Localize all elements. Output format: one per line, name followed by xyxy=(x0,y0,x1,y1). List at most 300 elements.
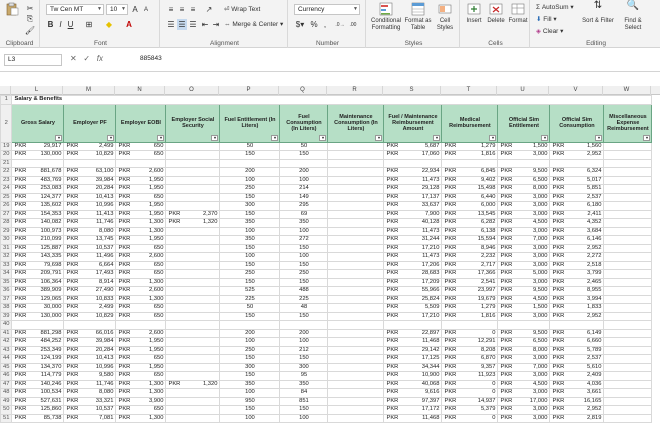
row-number[interactable]: 46 xyxy=(1,372,12,381)
table-cell[interactable] xyxy=(12,397,64,406)
format-button[interactable] xyxy=(507,2,529,25)
table-cell[interactable] xyxy=(550,159,604,168)
table-cell[interactable] xyxy=(550,261,604,270)
table-cell[interactable] xyxy=(442,380,498,389)
table-cell[interactable] xyxy=(280,159,328,168)
column-header-m[interactable]: M xyxy=(63,86,115,95)
currency-icon[interactable]: $▾ xyxy=(295,20,305,29)
table-cell[interactable] xyxy=(550,270,604,279)
font-size-select[interactable] xyxy=(106,4,128,15)
filter-arrow-icon[interactable]: ▾ xyxy=(643,135,650,141)
decrease-indent-icon[interactable]: ⇤ xyxy=(201,20,209,29)
table-cell[interactable] xyxy=(550,193,604,202)
autosum-button[interactable]: Σ AutoSum ▾ xyxy=(536,4,574,11)
italic-button[interactable]: I xyxy=(59,20,62,29)
row-number[interactable]: 34 xyxy=(1,270,12,279)
row-number[interactable]: 37 xyxy=(1,295,12,304)
table-cell[interactable] xyxy=(12,270,64,279)
table-cell[interactable] xyxy=(64,321,116,330)
table-cell[interactable]: 250 xyxy=(220,185,280,194)
table-cell[interactable]: 225 xyxy=(280,295,328,304)
table-cell[interactable] xyxy=(116,406,166,415)
table-cell[interactable] xyxy=(12,253,64,262)
table-cell[interactable] xyxy=(384,253,442,262)
table-cell[interactable] xyxy=(498,142,550,151)
table-cell[interactable]: 50 xyxy=(220,142,280,151)
table-cell[interactable] xyxy=(442,270,498,279)
table-cell[interactable] xyxy=(442,236,498,245)
table-cell[interactable] xyxy=(166,380,220,389)
table-cell[interactable] xyxy=(384,312,442,321)
table-cell[interactable] xyxy=(64,176,116,185)
table-cell[interactable] xyxy=(166,321,220,330)
table-cell[interactable] xyxy=(328,253,384,262)
table-cell[interactable]: 150 xyxy=(220,355,280,364)
table-cell[interactable] xyxy=(550,304,604,313)
table-cell[interactable]: 272 xyxy=(280,236,328,245)
row-number[interactable]: 25 xyxy=(1,193,12,202)
format-as-table-button[interactable] xyxy=(404,2,432,32)
table-cell[interactable] xyxy=(604,372,652,381)
table-cell[interactable]: 300 xyxy=(220,202,280,211)
table-cell[interactable] xyxy=(604,312,652,321)
table-cell[interactable] xyxy=(12,176,64,185)
table-cell[interactable]: 350 xyxy=(280,380,328,389)
table-cell[interactable] xyxy=(64,202,116,211)
column-header-cell[interactable] xyxy=(442,104,498,142)
table-cell[interactable] xyxy=(550,295,604,304)
table-cell[interactable] xyxy=(12,287,64,296)
table-cell[interactable] xyxy=(116,142,166,151)
row-number[interactable]: 45 xyxy=(1,363,12,372)
table-cell[interactable] xyxy=(384,142,442,151)
table-cell[interactable]: 350 xyxy=(220,219,280,228)
table-cell[interactable]: 350 xyxy=(280,219,328,228)
grow-font-icon[interactable]: A xyxy=(132,5,138,14)
table-cell[interactable] xyxy=(498,210,550,219)
column-header-cell[interactable] xyxy=(604,104,652,142)
column-header-u[interactable]: U xyxy=(497,86,549,95)
table-cell[interactable] xyxy=(116,210,166,219)
table-cell[interactable] xyxy=(64,295,116,304)
table-cell[interactable] xyxy=(384,236,442,245)
table-cell[interactable]: 200 xyxy=(280,329,328,338)
table-cell[interactable] xyxy=(604,142,652,151)
table-cell[interactable]: 150 xyxy=(220,151,280,160)
decrease-decimal-icon[interactable]: .00 xyxy=(349,21,357,28)
fill-button[interactable]: ⬇ Fill ▾ xyxy=(536,16,557,23)
table-cell[interactable] xyxy=(604,210,652,219)
table-cell[interactable] xyxy=(604,414,652,423)
table-cell[interactable] xyxy=(442,287,498,296)
table-cell[interactable]: 150 xyxy=(280,312,328,321)
table-cell[interactable] xyxy=(550,346,604,355)
select-all-corner[interactable] xyxy=(0,86,11,95)
table-cell[interactable] xyxy=(116,338,166,347)
table-cell[interactable] xyxy=(384,380,442,389)
table-cell[interactable] xyxy=(498,338,550,347)
table-cell[interactable] xyxy=(604,202,652,211)
table-cell[interactable] xyxy=(166,295,220,304)
table-cell[interactable] xyxy=(116,227,166,236)
table-cell[interactable] xyxy=(498,414,550,423)
row-number[interactable]: 35 xyxy=(1,278,12,287)
align-bottom-icon[interactable]: ≡ xyxy=(190,4,196,14)
bold-button[interactable]: B xyxy=(47,20,54,29)
increase-indent-icon[interactable]: ⇥ xyxy=(212,20,220,29)
table-cell[interactable] xyxy=(12,321,64,330)
table-cell[interactable] xyxy=(64,253,116,262)
table-cell[interactable] xyxy=(384,278,442,287)
fx-icon[interactable]: fx xyxy=(96,54,103,63)
table-cell[interactable]: 100 xyxy=(280,176,328,185)
column-header-cell[interactable] xyxy=(166,104,220,142)
table-cell[interactable] xyxy=(550,278,604,287)
table-cell[interactable] xyxy=(498,321,550,330)
cell-styles-button[interactable] xyxy=(433,2,457,32)
table-cell[interactable] xyxy=(64,261,116,270)
row-number[interactable]: 29 xyxy=(1,227,12,236)
table-cell[interactable] xyxy=(116,287,166,296)
filter-arrow-icon[interactable]: ▾ xyxy=(107,135,114,141)
table-cell[interactable] xyxy=(604,338,652,347)
table-cell[interactable] xyxy=(64,304,116,313)
table-cell[interactable] xyxy=(116,295,166,304)
table-cell[interactable]: 488 xyxy=(280,287,328,296)
table-cell[interactable]: 851 xyxy=(280,397,328,406)
table-cell[interactable]: 295 xyxy=(280,202,328,211)
table-cell[interactable] xyxy=(328,270,384,279)
table-cell[interactable] xyxy=(328,210,384,219)
table-cell[interactable] xyxy=(64,210,116,219)
table-cell[interactable] xyxy=(498,278,550,287)
table-cell[interactable] xyxy=(116,253,166,262)
table-cell[interactable] xyxy=(550,253,604,262)
table-cell[interactable] xyxy=(116,278,166,287)
table-cell[interactable] xyxy=(550,142,604,151)
row-number[interactable]: 51 xyxy=(1,414,12,423)
table-cell[interactable]: 525 xyxy=(220,287,280,296)
cancel-icon[interactable]: ✕ xyxy=(70,54,77,63)
table-cell[interactable] xyxy=(116,389,166,398)
paste-button[interactable] xyxy=(3,2,21,18)
table-cell[interactable]: 100 xyxy=(220,176,280,185)
table-cell[interactable] xyxy=(12,389,64,398)
table-cell[interactable] xyxy=(442,193,498,202)
table-cell[interactable] xyxy=(64,338,116,347)
table-cell[interactable] xyxy=(12,185,64,194)
table-cell[interactable] xyxy=(384,321,442,330)
table-cell[interactable] xyxy=(328,261,384,270)
table-cell[interactable] xyxy=(328,176,384,185)
table-cell[interactable]: 100 xyxy=(220,227,280,236)
table-cell[interactable]: 150 xyxy=(280,244,328,253)
table-cell[interactable] xyxy=(442,355,498,364)
table-cell[interactable] xyxy=(498,168,550,177)
table-cell[interactable]: 95 xyxy=(280,372,328,381)
table-cell[interactable] xyxy=(328,406,384,415)
table-cell[interactable] xyxy=(328,329,384,338)
table-cell[interactable] xyxy=(498,287,550,296)
table-cell[interactable] xyxy=(64,142,116,151)
table-cell[interactable] xyxy=(442,406,498,415)
table-cell[interactable] xyxy=(604,244,652,253)
table-cell[interactable] xyxy=(166,372,220,381)
table-cell[interactable] xyxy=(220,159,280,168)
table-cell[interactable] xyxy=(498,219,550,228)
orientation-icon[interactable]: ↗ xyxy=(205,4,213,14)
row-number[interactable]: 27 xyxy=(1,210,12,219)
table-cell[interactable] xyxy=(550,236,604,245)
column-header-n[interactable]: N xyxy=(115,86,165,95)
filter-arrow-icon[interactable]: ▾ xyxy=(433,135,440,141)
table-cell[interactable] xyxy=(166,406,220,415)
table-cell[interactable] xyxy=(166,202,220,211)
table-cell[interactable] xyxy=(604,304,652,313)
table-cell[interactable] xyxy=(166,253,220,262)
filter-arrow-icon[interactable]: ▾ xyxy=(55,135,62,141)
table-cell[interactable] xyxy=(328,346,384,355)
table-cell[interactable] xyxy=(604,253,652,262)
table-cell[interactable] xyxy=(442,253,498,262)
column-header-t[interactable]: T xyxy=(441,86,497,95)
table-cell[interactable] xyxy=(166,287,220,296)
table-cell[interactable] xyxy=(166,151,220,160)
table-cell[interactable] xyxy=(166,270,220,279)
row-number[interactable]: 47 xyxy=(1,380,12,389)
table-cell[interactable]: 150 xyxy=(280,278,328,287)
table-cell[interactable] xyxy=(498,380,550,389)
table-cell[interactable] xyxy=(12,142,64,151)
table-cell[interactable]: 250 xyxy=(220,270,280,279)
table-cell[interactable] xyxy=(328,151,384,160)
comma-button[interactable]: , xyxy=(323,20,327,29)
table-cell[interactable] xyxy=(64,185,116,194)
row-number[interactable]: 2 xyxy=(1,104,12,142)
row-number[interactable]: 24 xyxy=(1,185,12,194)
table-cell[interactable]: 150 xyxy=(220,406,280,415)
table-cell[interactable] xyxy=(442,176,498,185)
table-cell[interactable] xyxy=(166,278,220,287)
table-cell[interactable] xyxy=(498,346,550,355)
row-number[interactable]: 38 xyxy=(1,304,12,313)
table-cell[interactable] xyxy=(12,295,64,304)
table-cell[interactable] xyxy=(116,168,166,177)
table-cell[interactable] xyxy=(328,168,384,177)
table-cell[interactable] xyxy=(604,219,652,228)
table-cell[interactable] xyxy=(12,372,64,381)
filter-arrow-icon[interactable]: ▾ xyxy=(595,135,602,141)
column-header-cell[interactable] xyxy=(328,104,384,142)
clear-button[interactable]: ◈ Clear ▾ xyxy=(536,28,564,35)
table-cell[interactable] xyxy=(116,321,166,330)
table-cell[interactable] xyxy=(604,287,652,296)
table-cell[interactable]: 150 xyxy=(280,151,328,160)
table-cell[interactable] xyxy=(442,227,498,236)
table-cell[interactable] xyxy=(498,312,550,321)
table-cell[interactable] xyxy=(442,168,498,177)
column-header-cell[interactable] xyxy=(280,104,328,142)
table-cell[interactable] xyxy=(328,278,384,287)
table-cell[interactable] xyxy=(116,202,166,211)
table-cell[interactable] xyxy=(384,346,442,355)
table-cell[interactable] xyxy=(604,193,652,202)
column-header-p[interactable]: P xyxy=(219,86,279,95)
table-cell[interactable] xyxy=(442,261,498,270)
table-cell[interactable]: 950 xyxy=(220,397,280,406)
table-cell[interactable] xyxy=(384,355,442,364)
table-cell[interactable] xyxy=(550,406,604,415)
table-cell[interactable] xyxy=(604,151,652,160)
table-cell[interactable] xyxy=(116,236,166,245)
table-cell[interactable] xyxy=(384,261,442,270)
table-cell[interactable] xyxy=(328,312,384,321)
table-cell[interactable]: 250 xyxy=(280,270,328,279)
table-cell[interactable] xyxy=(604,389,652,398)
table-cell[interactable]: 149 xyxy=(280,193,328,202)
table-cell[interactable] xyxy=(116,380,166,389)
table-cell[interactable] xyxy=(550,329,604,338)
table-cell[interactable] xyxy=(64,287,116,296)
table-cell[interactable] xyxy=(116,304,166,313)
table-cell[interactable] xyxy=(604,185,652,194)
sheet-title-cell[interactable]: Salary & Benefits xyxy=(12,96,652,105)
column-header-cell[interactable] xyxy=(498,104,550,142)
column-header-cell[interactable] xyxy=(12,104,64,142)
table-cell[interactable] xyxy=(550,321,604,330)
table-cell[interactable] xyxy=(166,159,220,168)
table-cell[interactable] xyxy=(498,236,550,245)
table-cell[interactable] xyxy=(12,210,64,219)
table-cell[interactable] xyxy=(550,151,604,160)
table-cell[interactable] xyxy=(12,244,64,253)
table-cell[interactable] xyxy=(328,219,384,228)
table-cell[interactable] xyxy=(328,338,384,347)
column-header-cell[interactable] xyxy=(64,104,116,142)
table-cell[interactable] xyxy=(604,295,652,304)
table-cell[interactable] xyxy=(64,363,116,372)
table-cell[interactable]: 150 xyxy=(220,372,280,381)
row-number[interactable]: 22 xyxy=(1,168,12,177)
row-number[interactable]: 36 xyxy=(1,287,12,296)
table-cell[interactable]: 100 xyxy=(220,414,280,423)
table-cell[interactable] xyxy=(604,168,652,177)
table-cell[interactable] xyxy=(166,389,220,398)
table-cell[interactable] xyxy=(384,363,442,372)
table-cell[interactable] xyxy=(384,193,442,202)
table-cell[interactable] xyxy=(166,244,220,253)
table-cell[interactable]: 50 xyxy=(220,304,280,313)
row-number[interactable]: 31 xyxy=(1,244,12,253)
table-cell[interactable] xyxy=(328,287,384,296)
table-cell[interactable] xyxy=(328,372,384,381)
table-cell[interactable] xyxy=(166,312,220,321)
shrink-font-icon[interactable]: A xyxy=(143,7,148,13)
table-cell[interactable] xyxy=(550,185,604,194)
row-number[interactable]: 40 xyxy=(1,321,12,330)
row-number[interactable]: 42 xyxy=(1,338,12,347)
table-cell[interactable] xyxy=(384,270,442,279)
number-format-select[interactable] xyxy=(294,4,360,15)
table-cell[interactable]: 100 xyxy=(220,253,280,262)
table-cell[interactable] xyxy=(64,380,116,389)
row-number[interactable]: 30 xyxy=(1,236,12,245)
table-cell[interactable] xyxy=(384,338,442,347)
table-cell[interactable] xyxy=(12,363,64,372)
table-cell[interactable] xyxy=(604,236,652,245)
table-cell[interactable] xyxy=(442,346,498,355)
increase-decimal-icon[interactable]: .0→ xyxy=(335,21,345,28)
table-cell[interactable] xyxy=(442,210,498,219)
table-cell[interactable]: 212 xyxy=(280,346,328,355)
table-cell[interactable] xyxy=(604,278,652,287)
table-cell[interactable]: 100 xyxy=(280,338,328,347)
table-cell[interactable] xyxy=(64,389,116,398)
table-cell[interactable] xyxy=(220,321,280,330)
table-cell[interactable] xyxy=(604,159,652,168)
table-cell[interactable] xyxy=(116,414,166,423)
table-cell[interactable]: 350 xyxy=(220,236,280,245)
table-cell[interactable]: 100 xyxy=(220,389,280,398)
table-cell[interactable]: 350 xyxy=(220,380,280,389)
column-header-cell[interactable] xyxy=(384,104,442,142)
table-cell[interactable]: 150 xyxy=(220,312,280,321)
align-middle-icon[interactable]: ≡ xyxy=(179,4,185,14)
table-cell[interactable] xyxy=(442,159,498,168)
column-header-l[interactable]: L xyxy=(11,86,63,95)
table-cell[interactable] xyxy=(328,355,384,364)
table-cell[interactable] xyxy=(166,193,220,202)
table-cell[interactable] xyxy=(550,168,604,177)
table-cell[interactable] xyxy=(12,346,64,355)
table-cell[interactable] xyxy=(12,338,64,347)
row-number[interactable]: 50 xyxy=(1,406,12,415)
table-cell[interactable] xyxy=(12,329,64,338)
table-cell[interactable] xyxy=(280,321,328,330)
table-cell[interactable] xyxy=(64,270,116,279)
table-cell[interactable]: 200 xyxy=(220,168,280,177)
table-cell[interactable] xyxy=(116,159,166,168)
table-cell[interactable] xyxy=(328,227,384,236)
conditional-formatting-button[interactable] xyxy=(369,2,403,32)
table-cell[interactable] xyxy=(166,210,220,219)
table-cell[interactable] xyxy=(604,329,652,338)
table-cell[interactable] xyxy=(12,219,64,228)
column-header-cell[interactable] xyxy=(116,104,166,142)
table-cell[interactable] xyxy=(116,355,166,364)
table-cell[interactable] xyxy=(498,185,550,194)
copy-icon[interactable]: ⎘ xyxy=(26,14,34,23)
table-cell[interactable] xyxy=(166,219,220,228)
table-cell[interactable] xyxy=(328,202,384,211)
table-cell[interactable] xyxy=(442,321,498,330)
table-cell[interactable] xyxy=(116,372,166,381)
percent-button[interactable]: % xyxy=(310,20,318,29)
find-select-button[interactable] xyxy=(616,2,650,32)
font-family-select[interactable] xyxy=(46,4,104,15)
table-cell[interactable]: 150 xyxy=(220,278,280,287)
table-cell[interactable] xyxy=(498,397,550,406)
table-cell[interactable] xyxy=(498,406,550,415)
table-cell[interactable]: 100 xyxy=(220,338,280,347)
table-cell[interactable] xyxy=(12,261,64,270)
row-number[interactable]: 33 xyxy=(1,261,12,270)
borders-icon[interactable]: ⊞ xyxy=(85,20,93,29)
table-cell[interactable]: 250 xyxy=(220,346,280,355)
table-cell[interactable] xyxy=(64,227,116,236)
table-cell[interactable] xyxy=(384,329,442,338)
table-cell[interactable] xyxy=(116,363,166,372)
